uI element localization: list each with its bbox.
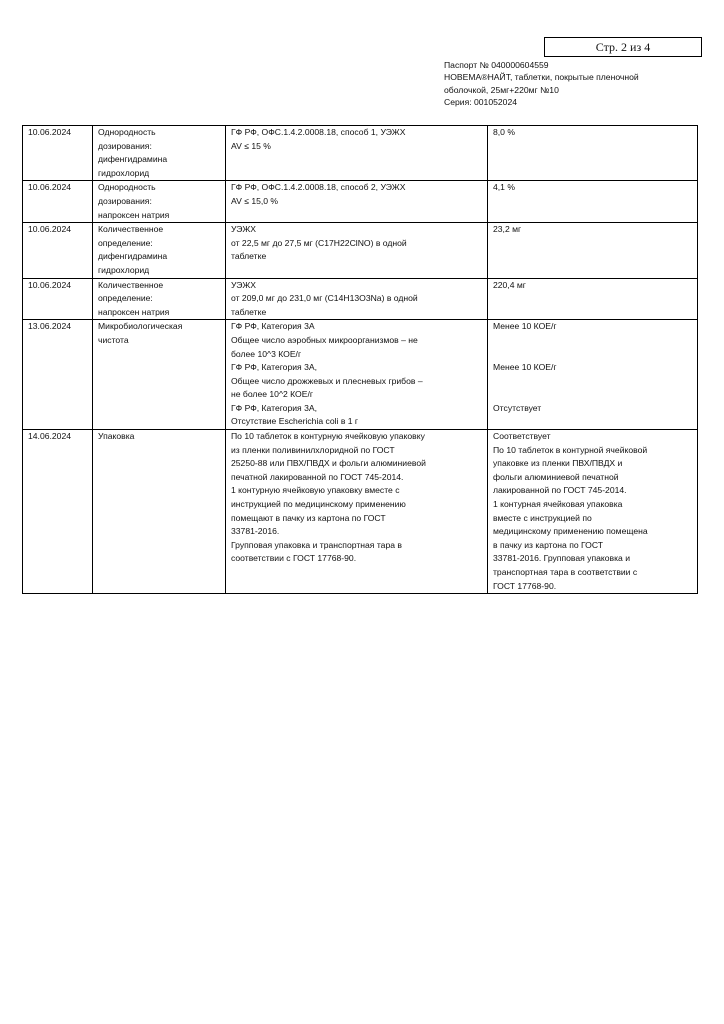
- table-row: [23, 181, 698, 223]
- row-result: 220,4 мг: [488, 278, 698, 320]
- test-results-table: [22, 125, 698, 594]
- row-parameter: Количественное определение: дифенгидрамина гидрохлорид: [93, 223, 226, 278]
- table-row: [23, 278, 698, 320]
- row-parameter: Количественное определение: напроксен натрия: [93, 278, 226, 320]
- row-parameter: Микробиологическая чистота: [93, 320, 226, 430]
- row-method: По 10 таблеток в контурную ячейковую упаковку из пленки поливинилхлоридной по ГОСТ 25250-88 или ПВХ/ПВДХ и фольги алюминиевой печатной лакированной по ГОСТ 745-2014. 1 контурную ячейковую упаковку вместе с инструкцией по медицинскому применению помещают в пачку из картона по ГОСТ 33781-2016. Групповая упаковка и транспортная тара в соответствии с ГОСТ 17768-90.: [226, 430, 488, 594]
- row-method: ГФ РФ, Категория 3А Общее число аэробных микроорганизмов – не более 10^3 КОЕ/г ГФ РФ, Категория 3А, Общее число дрожжевых и плесневых грибов – не более 10^2 КОЕ/г ГФ РФ, Категория 3А, Отсутствие Escherichia coli в 1 г: [226, 320, 488, 430]
- row-date: 10.06.2024: [23, 181, 93, 223]
- row-result: 23,2 мг: [488, 223, 698, 278]
- row-method: ГФ РФ, ОФС.1.4.2.0008.18, способ 2, УЭЖХ AV ≤ 15,0 %: [226, 181, 488, 223]
- product-name-line-1: НОВЕМА®НАЙТ, таблетки, покрытые пленочной: [444, 72, 639, 83]
- page-number-box: [544, 37, 702, 57]
- batch-series: Серия: 001052024: [444, 96, 518, 107]
- page-number-label: Стр. 2 из 4: [595, 39, 651, 54]
- table-row: [23, 320, 698, 430]
- row-result: 8,0 %: [488, 126, 698, 181]
- row-date: 14.06.2024: [23, 430, 93, 594]
- row-date: 10.06.2024: [23, 223, 93, 278]
- row-result: Соответствует По 10 таблеток в контурной ячейковой упаковке из пленки ПВХ/ПВДХ и фольги алюминиевой печатной лакированной по ГОСТ 745-2014. 1 контурная ячейковая упаковка вместе с инструкцией по медицинскому применению помещена в пачку из картона по ГОСТ 33781-2016. Групповая упаковка и транспортная тара в соответствии с ГОСТ 17768-90.: [488, 430, 698, 594]
- product-name-line-2: оболочкой, 25мг+220мг №10: [444, 84, 559, 95]
- row-parameter: Упаковка: [93, 430, 226, 594]
- row-date: 10.06.2024: [23, 278, 93, 320]
- table-row: [23, 126, 698, 181]
- row-method: УЭЖХ от 209,0 мг до 231,0 мг (C14H13O3Na) в одной таблетке: [226, 278, 488, 320]
- row-date: 10.06.2024: [23, 126, 93, 181]
- row-parameter: Однородность дозирования: напроксен натрия: [93, 181, 226, 223]
- passport-number: Паспорт № 040000604559: [444, 60, 549, 70]
- document-header: [444, 59, 714, 108]
- row-date: 13.06.2024: [23, 320, 93, 430]
- row-result: 4,1 %: [488, 181, 698, 223]
- table-row: [23, 223, 698, 278]
- row-parameter: Однородность дозирования: дифенгидрамина гидрохлорид: [93, 126, 226, 181]
- row-result: Менее 10 КОЕ/г Менее 10 КОЕ/г Отсутствует: [488, 320, 698, 430]
- table-row: [23, 430, 698, 594]
- row-method: УЭЖХ от 22,5 мг до 27,5 мг (C17H22ClNO) в одной таблетке: [226, 223, 488, 278]
- row-method: ГФ РФ, ОФС.1.4.2.0008.18, способ 1, УЭЖХ AV ≤ 15 %: [226, 126, 488, 181]
